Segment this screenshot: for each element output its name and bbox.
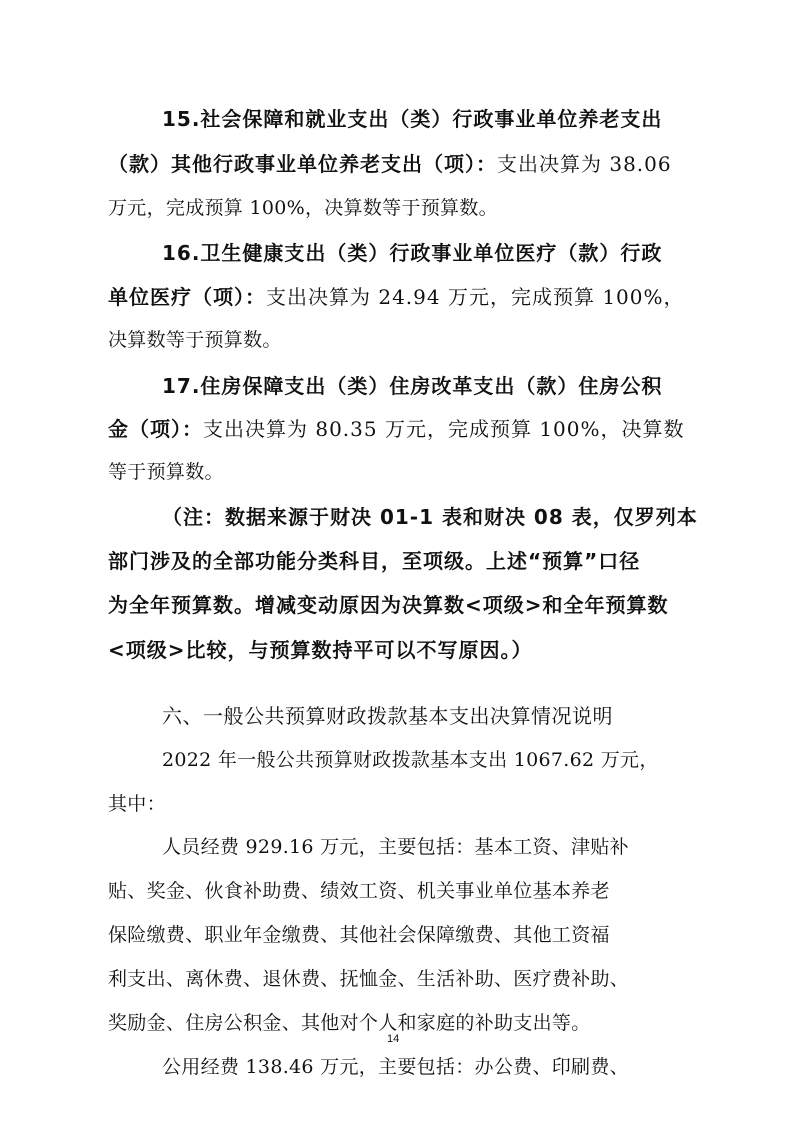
item-16-line-2 bbox=[108, 281, 685, 310]
item-16-line-3: 决算数等于预算数。 bbox=[108, 329, 282, 351]
section-6-para-2-line-4: 利支出、离休费、退休费、抚恤金、生活补助、医疗费补助、 bbox=[108, 968, 630, 990]
item-16-title-end: 单位医疗（项）： bbox=[108, 285, 266, 309]
item-17-amount: 支出决算为 80.35 万元，完成预算 100%，决算数 bbox=[203, 417, 685, 441]
item-16-line-1: 16.卫生健康支出（类）行政事业单位医疗（款）行政 bbox=[162, 241, 663, 265]
item-15-line-1: 15.社会保障和就业支出（类）行政事业单位养老支出 bbox=[162, 107, 663, 131]
note-line-1: （注：数据来源于财决 01-1 表和财决 08 表，仅罗列本 bbox=[162, 505, 698, 529]
page-number: 14 bbox=[387, 1033, 400, 1045]
section-6-para-2-line-5: 奖励金、住房公积金、其他对个人和家庭的补助支出等。 bbox=[108, 1012, 591, 1034]
item-15-line-3: 万元，完成预算 100%，决算数等于预算数。 bbox=[108, 197, 498, 219]
note-line-3: 为全年预算数。增减变动原因为决算数<项级>和全年预算数 bbox=[108, 593, 669, 617]
section-6-para-3-line-1: 公用经费 138.46 万元，主要包括：办公费、印刷费、 bbox=[162, 1056, 629, 1078]
section-6-para-1-line-1: 2022 年一般公共预算财政拨款基本支出 1067.62 万元， bbox=[162, 749, 659, 771]
item-17-line-2 bbox=[108, 413, 685, 442]
item-17-title-end: 金（项）： bbox=[108, 417, 203, 441]
note-line-2: 部门涉及的全部功能分类科目，至项级。上述“预算”口径 bbox=[108, 549, 641, 573]
section-6-para-2-line-3: 保险缴费、职业年金缴费、其他社会保障缴费、其他工资福 bbox=[108, 924, 610, 946]
section-6-para-2-line-1: 人员经费 929.16 万元，主要包括：基本工资、津贴补 bbox=[162, 836, 629, 858]
item-15-amount: 支出决算为 38.06 bbox=[497, 152, 672, 176]
note-line-4: <项级>比较，与预算数持平可以不写原因。） bbox=[108, 638, 533, 662]
item-17-line-1: 17.住房保障支出（类）住房改革支出（款）住房公积 bbox=[162, 374, 663, 398]
item-17-line-3: 等于预算数。 bbox=[108, 461, 224, 483]
item-15-title-end: （款）其他行政事业单位养老支出（项）： bbox=[108, 152, 497, 176]
section-6-heading: 六、一般公共预算财政拨款基本支出决算情况说明 bbox=[162, 704, 613, 728]
section-6-para-1-line-2: 其中： bbox=[108, 793, 166, 815]
item-15-line-2 bbox=[108, 148, 672, 177]
section-6-para-2-line-2: 贴、奖金、伙食补助费、绩效工资、机关事业单位基本养老 bbox=[108, 880, 610, 902]
item-16-amount: 支出决算为 24.94 万元，完成预算 100%， bbox=[266, 285, 685, 309]
